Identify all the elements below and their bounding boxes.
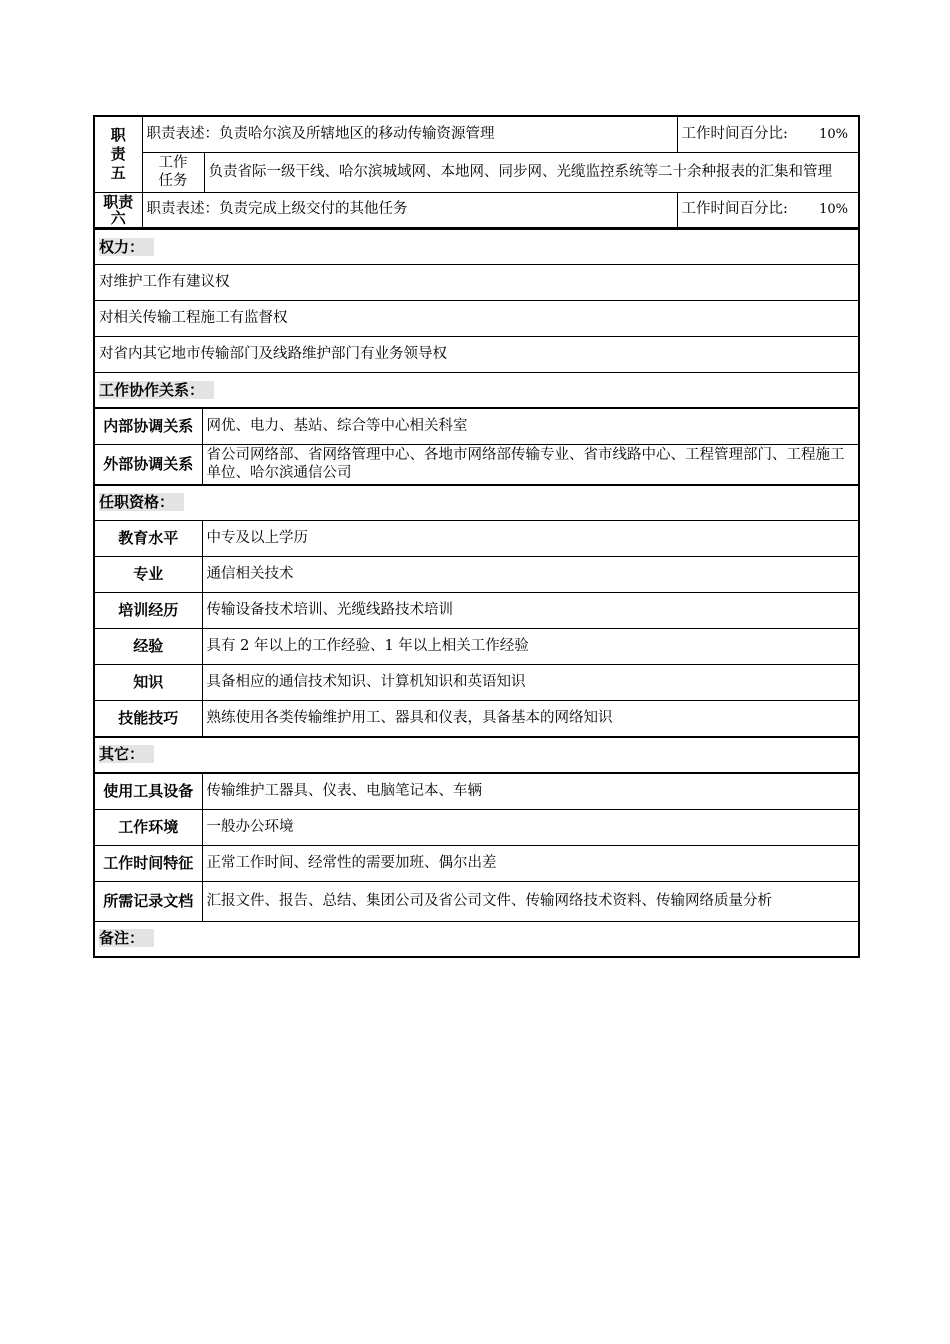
other-row (94, 809, 859, 845)
qualification-value: 传输设备技术培训、光缆线路技术培训 (202, 592, 859, 628)
internal-relations-value: 网优、电力、基站、综合等中心相关科室 (202, 408, 859, 445)
authority-item: 对相关传输工程施工有监督权 (94, 301, 859, 337)
other-row (94, 881, 859, 921)
duty-five-description: 职责表述：负责哈尔滨及所辖地区的移动传输资源管理 (142, 116, 677, 152)
job-description-document (93, 115, 858, 958)
duty-five-time-percent (677, 116, 859, 152)
authority-item-row (94, 337, 859, 373)
qualification-row (94, 520, 859, 556)
other-value: 传输维护工器具、仪表、电脑笔记本、车辆 (202, 773, 859, 810)
qualification-value: 中专及以上学历 (202, 520, 859, 556)
other-row (94, 845, 859, 881)
qualification-value: 熟练使用各类传输维护用工、器具和仪表，具备基本的网络知识 (202, 700, 859, 737)
qualification-label: 教育水平 (94, 520, 202, 556)
remarks-section-row (94, 921, 859, 957)
other-row (94, 773, 859, 810)
qualification-row (94, 664, 859, 700)
others-section-row (94, 737, 859, 773)
time-percent-label: 工作时间百分比: (681, 125, 788, 142)
work-task-label: 工作任务 (142, 152, 204, 192)
other-label: 工作环境 (94, 809, 202, 845)
qualification-value: 具备相应的通信技术知识、计算机知识和英语知识 (202, 664, 859, 700)
authority-item-row (94, 301, 859, 337)
authority-heading: 权力： (99, 238, 154, 256)
external-relations-row (94, 445, 859, 485)
qualification-row (94, 700, 859, 737)
authority-item: 对维护工作有建议权 (94, 265, 859, 301)
time-percent-label: 工作时间百分比: (681, 201, 788, 218)
qualification-row (94, 628, 859, 664)
other-value: 汇报文件、报告、总结、集团公司及省公司文件、传输网络技术资料、传输网络质量分析 (202, 881, 859, 921)
internal-relations-row (94, 408, 859, 445)
duty-five-label: 职责五 (94, 116, 142, 192)
qualification-value: 通信相关技术 (202, 556, 859, 592)
qualifications-section-row (94, 485, 859, 521)
other-label: 所需记录文档 (94, 881, 202, 921)
qualification-label: 经验 (94, 628, 202, 664)
work-task-content: 负责省际一级干线、哈尔滨城域网、本地网、同步网、光缆监控系统等二十余种报表的汇集和管理 (204, 152, 859, 192)
other-label: 工作时间特征 (94, 845, 202, 881)
relations-section-row (94, 373, 859, 409)
qualification-value: 具有 2 年以上的工作经验、1 年以上相关工作经验 (202, 628, 859, 664)
authority-item: 对省内其它地市传输部门及线路维护部门有业务领导权 (94, 337, 859, 373)
qualification-row (94, 592, 859, 628)
qualification-label: 专业 (94, 556, 202, 592)
internal-relations-label: 内部协调关系 (94, 408, 202, 445)
time-percent-value: 10% (819, 126, 848, 142)
authority-item-row (94, 265, 859, 301)
remarks-heading: 备注： (99, 929, 154, 947)
authority-section-row (94, 230, 859, 265)
external-relations-value: 省公司网络部、省网络管理中心、各地市网络部传输专业、省市线路中心、工程管理部门、工程施工单位、哈尔滨通信公司 (202, 445, 859, 485)
external-relations-label: 外部协调关系 (94, 445, 202, 485)
other-value: 一般办公环境 (202, 809, 859, 845)
duty-six-description: 职责表述：负责完成上级交付的其他任务 (142, 192, 677, 228)
qualification-label: 技能技巧 (94, 700, 202, 737)
duty-six-time-percent (677, 192, 859, 228)
qualification-row (94, 556, 859, 592)
qualification-label: 知识 (94, 664, 202, 700)
duty-five-row (94, 116, 859, 152)
other-label: 使用工具设备 (94, 773, 202, 810)
duty-six-label: 职责六 (94, 192, 142, 228)
qualifications-heading: 任职资格： (99, 493, 184, 511)
time-percent-value: 10% (819, 202, 848, 218)
other-value: 正常工作时间、经常性的需要加班、偶尔出差 (202, 845, 859, 881)
others-heading: 其它： (99, 745, 154, 763)
qualification-label: 培训经历 (94, 592, 202, 628)
duties-table (93, 115, 860, 229)
job-details-table (93, 229, 860, 958)
duty-six-row (94, 192, 859, 228)
duty-five-task-row (94, 152, 859, 192)
relations-heading: 工作协作关系： (99, 381, 214, 399)
